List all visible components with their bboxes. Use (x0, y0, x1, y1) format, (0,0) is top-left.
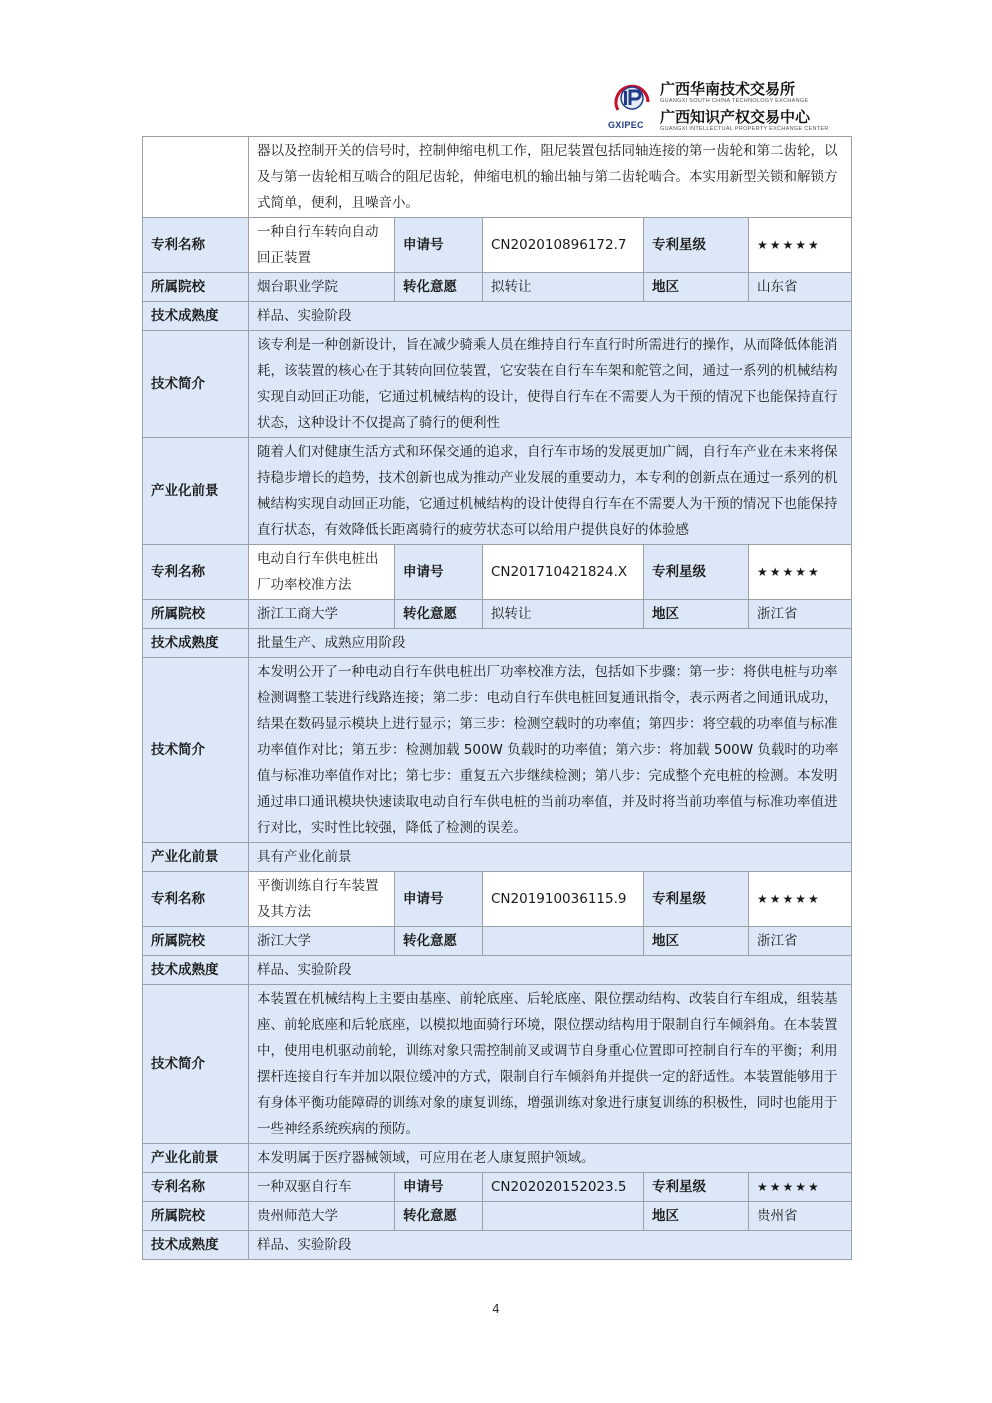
label-region: 地区 (644, 1202, 749, 1231)
label-intro: 技术简介 (143, 658, 249, 843)
label-patent-name: 专利名称 (143, 218, 249, 273)
star-rating: ★★★★★ (749, 545, 852, 600)
region: 浙江省 (749, 600, 852, 629)
table-row (143, 927, 852, 956)
label-region: 地区 (644, 273, 749, 302)
school: 贵州师范大学 (249, 1202, 395, 1231)
region: 浙江省 (749, 927, 852, 956)
table-row (143, 137, 852, 218)
label-intent: 转化意愿 (395, 273, 483, 302)
prospect: 具有产业化前景 (249, 843, 852, 872)
label-prospect: 产业化前景 (143, 843, 249, 872)
label-intent: 转化意愿 (395, 600, 483, 629)
app-no: CN202020152023.5 (483, 1173, 644, 1202)
label-school: 所属院校 (143, 1202, 249, 1231)
region: 贵州省 (749, 1202, 852, 1231)
page-header (608, 78, 868, 136)
continued-intro-text: 器以及控制开关的信号时，控制伸缩电机工作，阻尼装置包括同轴连接的第一齿轮和第二齿轮，以及与第一齿轮相互啮合的阻尼齿轮，伸缩电机的输出轴与第二齿轮啮合。本实用新型关锁和解锁方式简单，便利，且噪音小。 (249, 137, 852, 218)
label-school: 所属院校 (143, 927, 249, 956)
label-patent-name: 专利名称 (143, 1173, 249, 1202)
prospect: 随着人们对健康生活方式和环保交通的追求，自行车市场的发展更加广阔，自行车产业在未来将保持稳步增长的趋势，技术创新也成为推动产业发展的重要动力，本专利的创新点在通过一系列的机械结构实现自动回正功能，它通过机械结构的设计使得自行车在不需要人为干预的情况下也能保持直行状态，有效降低长距离骑行的疲劳状态可以给用户提供良好的体验感 (249, 438, 852, 545)
maturity: 样品、实验阶段 (249, 302, 852, 331)
school: 浙江工商大学 (249, 600, 395, 629)
table-row (143, 1144, 852, 1173)
table-row (143, 629, 852, 658)
intent (483, 1202, 644, 1231)
label-app-no: 申请号 (395, 1173, 483, 1202)
table-row (143, 956, 852, 985)
table-row (143, 843, 852, 872)
label-region: 地区 (644, 927, 749, 956)
table-row (143, 600, 852, 629)
table-row (143, 438, 852, 545)
label-app-no: 申请号 (395, 218, 483, 273)
star-rating: ★★★★★ (749, 1173, 852, 1202)
patent-name: 平衡训练自行车装置及其方法 (249, 872, 395, 927)
intro: 本装置在机械结构上主要由基座、前轮底座、后轮底座、限位摆动结构、改装自行车组成，组装基座、前轮底座和后轮底座，以模拟地面骑行环境，限位摆动结构用于限制自行车倾斜角。在本装置中，使用电机驱动前轮，训练对象只需控制前叉或调节自身重心位置即可控制自行车的平衡；利用摆杆连接自行车并加以限位缓冲的方式，限制自行车倾斜角并提供一定的舒适性。本装置能够用于有身体平衡功能障碍的训练对象的康复训练，增强训练对象进行康复训练的积极性，同时也能用于一些神经系统疾病的预防。 (249, 985, 852, 1144)
label-intro: 技术简介 (143, 331, 249, 438)
org-name-1: 广西华南技术交易所 (660, 80, 796, 98)
patent-table (142, 136, 852, 1260)
maturity: 样品、实验阶段 (249, 1231, 852, 1260)
label-app-no: 申请号 (395, 545, 483, 600)
label-grade: 专利星级 (644, 872, 749, 927)
intro: 本发明公开了一种电动自行车供电桩出厂功率校准方法，包括如下步骤：第一步：将供电桩与功率检测调整工装进行线路连接；第二步：电动自行车供电桩回复通讯指令，表示两者之间通讯成功，结果在数码显示模块上进行显示；第三步：检测空载时的功率值；第四步：将空载的功率值与标准功率值作对比；第五步：检测加载 500W 负载时的功率值；第六步：将加载 500W 负载时的功率值与标准功率值作对比；第七步：重复五六步继续检测；第八步：完成整个充电桩的检测。本发明通过串口通讯模块快速读取电动自行车供电桩的当前功率值，并及时将当前功率值与标准功率值进行对比，实时性比较强，降低了检测的误差。 (249, 658, 852, 843)
label-maturity: 技术成熟度 (143, 302, 249, 331)
patent-name: 一种自行车转向自动回正装置 (249, 218, 395, 273)
table-row (143, 985, 852, 1144)
region: 山东省 (749, 273, 852, 302)
org-name-1-en: GUANGXI SOUTH CHINA TECHNOLOGY EXCHANGE (660, 98, 809, 104)
table-row (143, 545, 852, 600)
intent: 拟转让 (483, 273, 644, 302)
table-row (143, 218, 852, 273)
label-maturity: 技术成熟度 (143, 956, 249, 985)
label-prospect: 产业化前景 (143, 1144, 249, 1173)
table-row (143, 872, 852, 927)
org-name-2-en: GUANGXI INTELLECTUAL PROPERTY EXCHANGE CENTER (660, 126, 829, 132)
label-grade: 专利星级 (644, 545, 749, 600)
patent-name: 一种双驱自行车 (249, 1173, 395, 1202)
empty-label-cell (143, 137, 249, 218)
label-maturity: 技术成熟度 (143, 629, 249, 658)
label-app-no: 申请号 (395, 872, 483, 927)
table-row (143, 331, 852, 438)
table-row (143, 658, 852, 843)
patent-name: 电动自行车供电桩出厂功率校准方法 (249, 545, 395, 600)
table-row (143, 273, 852, 302)
page-number: 4 (492, 1302, 500, 1316)
table-row (143, 302, 852, 331)
label-prospect: 产业化前景 (143, 438, 249, 545)
app-no: CN201710421824.X (483, 545, 644, 600)
school: 浙江大学 (249, 927, 395, 956)
school: 烟台职业学院 (249, 273, 395, 302)
label-maturity: 技术成熟度 (143, 1231, 249, 1260)
maturity: 批量生产、成熟应用阶段 (249, 629, 852, 658)
label-intent: 转化意愿 (395, 927, 483, 956)
label-intro: 技术简介 (143, 985, 249, 1144)
label-grade: 专利星级 (644, 1173, 749, 1202)
app-no: CN201910036115.9 (483, 872, 644, 927)
intro: 该专利是一种创新设计，旨在减少骑乘人员在维持自行车直行时所需进行的操作，从而降低体能消耗，该装置的核心在于其转向回位装置，它安装在自行车车架和舵管之间，通过一系列的机械结构实现自动回正功能，它通过机械结构的设计，使得自行车在不需要人为干预的情况下也能保持直行状态，这种设计不仅提高了骑行的便利性 (249, 331, 852, 438)
maturity: 样品、实验阶段 (249, 956, 852, 985)
org-name-2: 广西知识产权交易中心 (660, 108, 811, 126)
intent (483, 927, 644, 956)
label-school: 所属院校 (143, 600, 249, 629)
table-row (143, 1173, 852, 1202)
label-intent: 转化意愿 (395, 1202, 483, 1231)
logo-abbreviation: GXIPEC (608, 120, 644, 130)
label-patent-name: 专利名称 (143, 872, 249, 927)
table-row (143, 1231, 852, 1260)
label-patent-name: 专利名称 (143, 545, 249, 600)
label-grade: 专利星级 (644, 218, 749, 273)
label-school: 所属院校 (143, 273, 249, 302)
intent: 拟转让 (483, 600, 644, 629)
app-no: CN202010896172.7 (483, 218, 644, 273)
prospect: 本发明属于医疗器械领域，可应用在老人康复照护领域。 (249, 1144, 852, 1173)
table-row (143, 1202, 852, 1231)
star-rating: ★★★★★ (749, 218, 852, 273)
star-rating: ★★★★★ (749, 872, 852, 927)
label-region: 地区 (644, 600, 749, 629)
